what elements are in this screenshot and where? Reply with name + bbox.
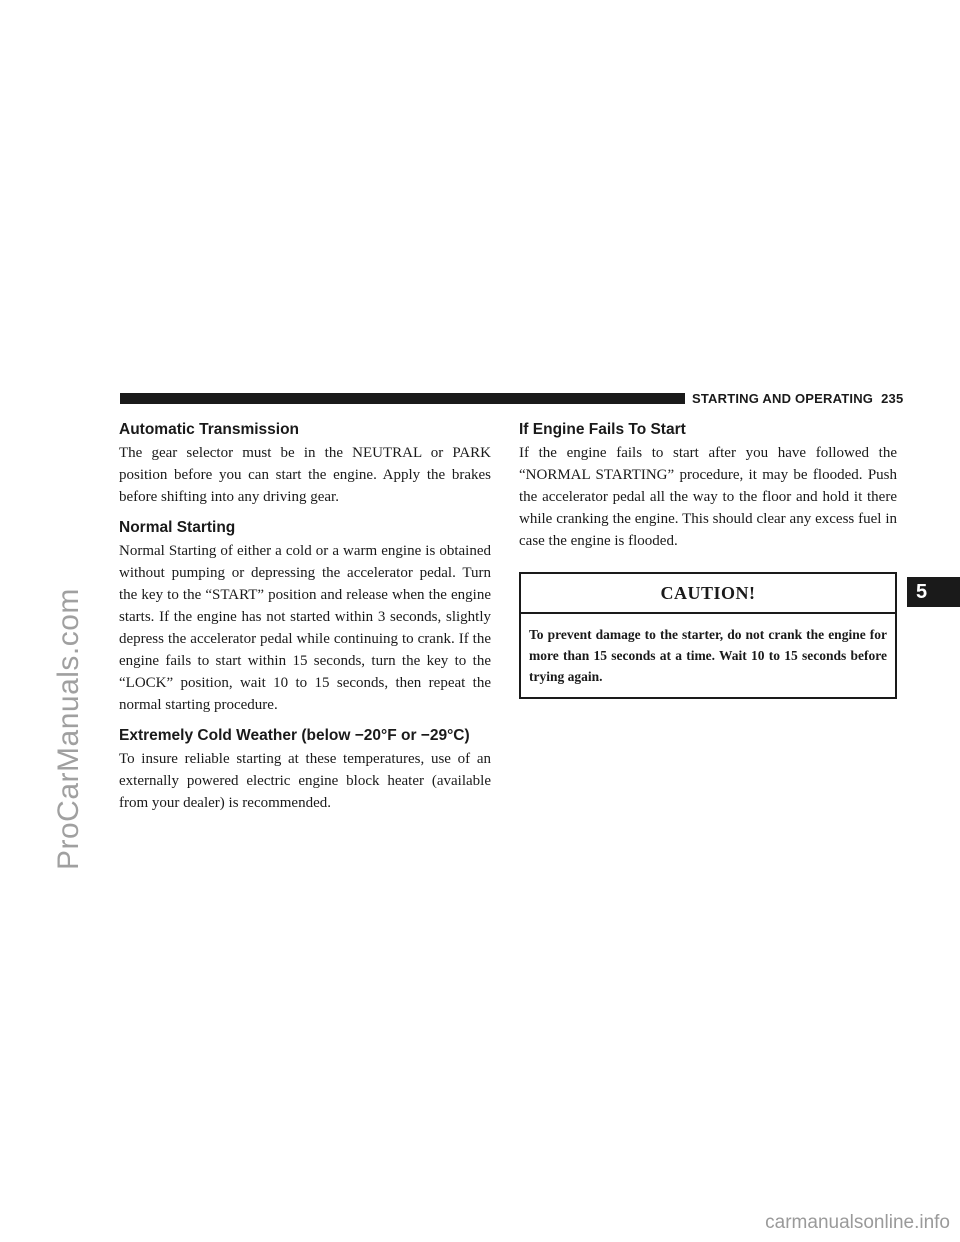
left-column [119,420,491,824]
caution-body: To prevent damage to the starter, do not crank the engine for more than 15 seconds at a time. Wait 10 to 15 seconds before trying again. [529,627,887,684]
section-body: The gear selector must be in the NEUTRAL or PARK position before you can start the engine. Apply the brakes before shifting into any driving gear. [119,445,491,505]
section-title: STARTING AND OPERATING [692,391,874,406]
section-heading: If Engine Fails To Start [519,421,686,438]
section-heading: Extremely Cold Weather (below −20°F or −29°C) [119,727,470,744]
header-rule [120,393,685,404]
section-body: To insure reliable starting at these temperatures, use of an externally powered electric engine block heater (available from your dealer) is recommended. [119,751,491,811]
right-column [519,420,897,699]
section-if-engine-fails-to-start [519,420,897,552]
page-number: 235 [881,391,904,406]
section-body: If the engine fails to start after you have followed the “NORMAL STARTING” procedure, it may be flooded. Push the accelerator pedal all the way to the floor and hold it there while cranking the engine. This should clear any excess fuel in case the engine is flooded. [519,445,897,549]
section-extremely-cold-weather [119,726,491,814]
section-body: Normal Starting of either a cold or a warm engine is obtained without pumping or depressing the accelerator pedal. Turn the key to the “START” position and release when the engine starts. If the engine has not started within 3 seconds, slightly depress the accelerator pedal while continuing to crank. If the engine fails to start within 15 seconds, turn the key to the “LOCK” position, wait 10 to 15 seconds, then repeat the normal starting procedure. [119,543,491,713]
section-normal-starting [119,518,491,716]
caution-box [519,572,897,699]
side-watermark: ProCarManuals.com [52,588,85,870]
caution-title: CAUTION! [521,574,895,614]
section-heading: Normal Starting [119,519,236,536]
chapter-tab: 5 [907,577,960,607]
running-header [692,391,903,406]
bottom-watermark: carmanualsonline.info [765,1212,950,1233]
section-automatic-transmission [119,420,491,508]
section-heading: Automatic Transmission [119,421,300,438]
